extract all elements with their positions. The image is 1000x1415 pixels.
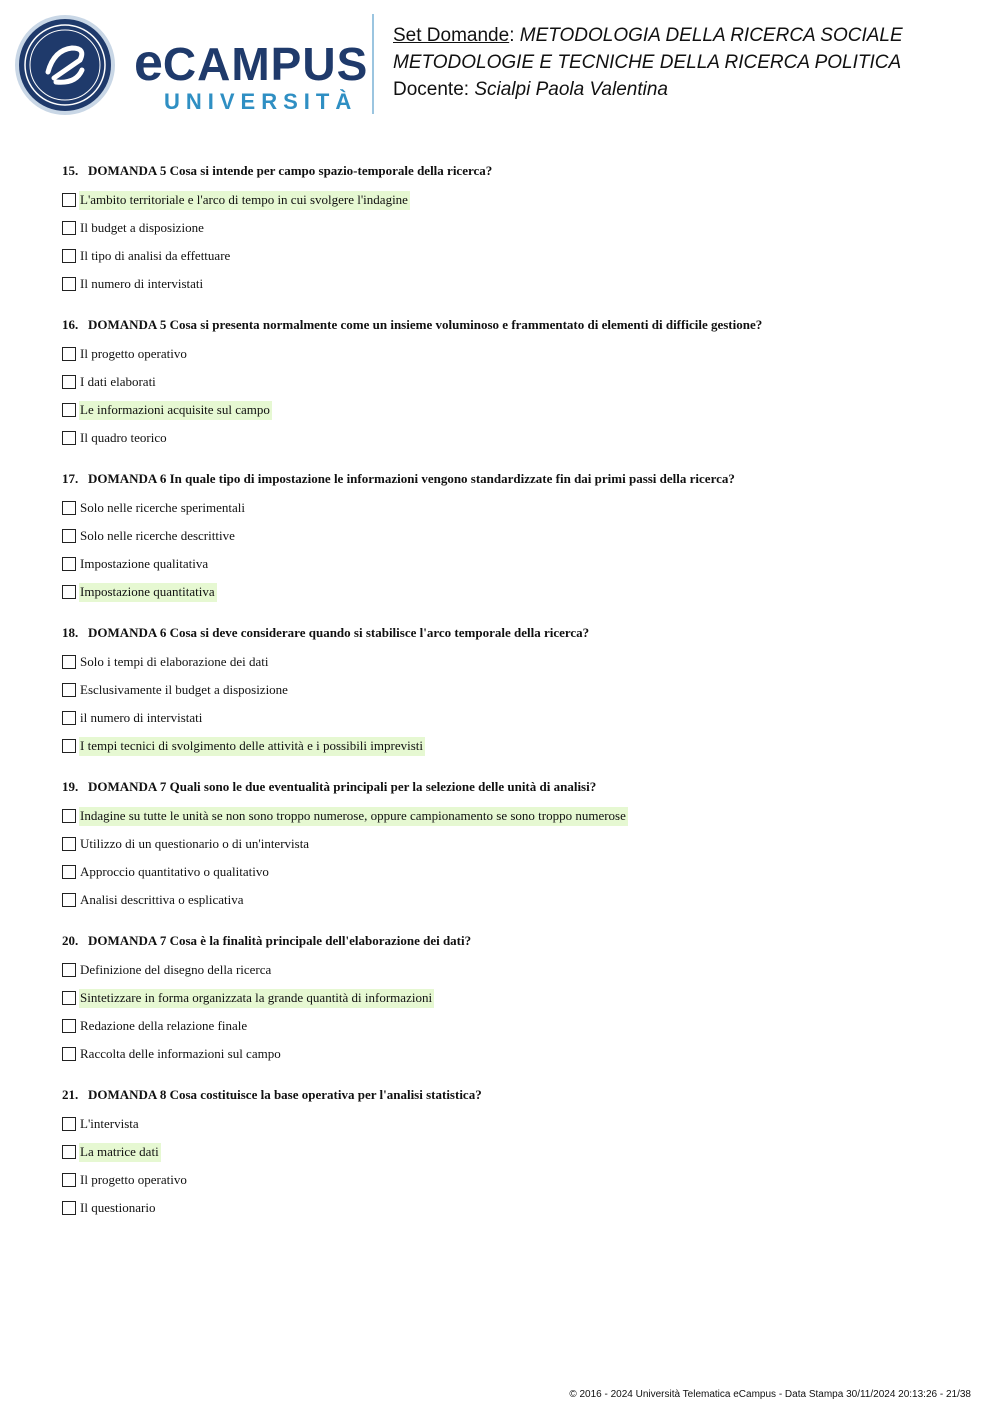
answer-label: Solo nelle ricerche descrittive bbox=[80, 527, 235, 543]
question-title bbox=[62, 778, 962, 796]
answer-label: Impostazione quantitativa bbox=[79, 583, 217, 602]
page-footer: © 2016 - 2024 Università Telematica eCampus - Data Stampa 30/11/2024 20:13:26 - 21/38 bbox=[569, 1389, 971, 1400]
answer-option[interactable] bbox=[62, 802, 962, 830]
brand-name-rest: CAMPUS bbox=[162, 38, 369, 90]
answer-option[interactable] bbox=[62, 340, 962, 368]
question-text: DOMANDA 7 Cosa è la finalità principale dell'elaborazione dei dati? bbox=[88, 933, 472, 948]
answer-option[interactable] bbox=[62, 886, 962, 914]
answer-label: La matrice dati bbox=[79, 1143, 161, 1162]
answer-label: Il budget a disposizione bbox=[80, 219, 204, 235]
answer-option[interactable] bbox=[62, 368, 962, 396]
question-text: DOMANDA 5 Cosa si presenta normalmente come un insieme voluminoso e frammentato di elementi di difficile gestione? bbox=[88, 317, 763, 332]
answer-option[interactable] bbox=[62, 732, 962, 760]
answer-label: Il progetto operativo bbox=[80, 345, 187, 361]
question-item bbox=[62, 162, 962, 298]
answer-checkbox[interactable] bbox=[62, 1117, 76, 1131]
set-title-line bbox=[393, 22, 903, 49]
answer-option[interactable] bbox=[62, 1110, 962, 1138]
answer-checkbox[interactable] bbox=[62, 683, 76, 697]
teacher-name: Scialpi Paola Valentina bbox=[474, 79, 668, 100]
answer-label: Il questionario bbox=[80, 1199, 156, 1215]
answer-option[interactable] bbox=[62, 242, 962, 270]
answer-checkbox[interactable] bbox=[62, 403, 76, 417]
answer-label: I dati elaborati bbox=[80, 373, 156, 389]
answer-label: Le informazioni acquisite sul campo bbox=[79, 401, 272, 420]
question-number: 17. bbox=[62, 471, 79, 486]
answer-option[interactable] bbox=[62, 830, 962, 858]
question-number: 20. bbox=[62, 933, 79, 948]
question-number: 15. bbox=[62, 163, 79, 178]
answer-option[interactable] bbox=[62, 494, 962, 522]
answer-checkbox[interactable] bbox=[62, 1019, 76, 1033]
set-separator: : bbox=[509, 25, 515, 46]
question-item bbox=[62, 778, 962, 914]
answer-checkbox[interactable] bbox=[62, 711, 76, 725]
answer-label: il numero di intervistati bbox=[80, 709, 203, 725]
answer-label: Redazione della relazione finale bbox=[80, 1017, 248, 1033]
answer-option[interactable] bbox=[62, 1012, 962, 1040]
answer-checkbox[interactable] bbox=[62, 1145, 76, 1159]
answer-label: Approccio quantitativo o qualitativo bbox=[80, 863, 269, 879]
answer-option[interactable] bbox=[62, 214, 962, 242]
question-title bbox=[62, 162, 962, 180]
teacher-line bbox=[393, 76, 903, 103]
answer-option[interactable] bbox=[62, 186, 962, 214]
header-divider bbox=[372, 14, 374, 114]
answer-checkbox[interactable] bbox=[62, 739, 76, 753]
question-text: DOMANDA 7 Quali sono le due eventualità principali per la selezione delle unità di analisi? bbox=[88, 779, 597, 794]
answer-label: Sintetizzare in forma organizzata la grande quantità di informazioni bbox=[79, 989, 434, 1008]
answer-label: Raccolta delle informazioni sul campo bbox=[80, 1045, 281, 1061]
question-title bbox=[62, 470, 962, 488]
answer-option[interactable] bbox=[62, 1166, 962, 1194]
question-title bbox=[62, 1086, 962, 1104]
ecampus-wordmark bbox=[134, 34, 369, 115]
answer-label: Utilizzo di un questionario o di un'intervista bbox=[80, 835, 310, 851]
answer-checkbox[interactable] bbox=[62, 277, 76, 291]
answer-checkbox[interactable] bbox=[62, 1173, 76, 1187]
answer-checkbox[interactable] bbox=[62, 991, 76, 1005]
answer-checkbox[interactable] bbox=[62, 963, 76, 977]
question-number: 19. bbox=[62, 779, 79, 794]
answer-checkbox[interactable] bbox=[62, 375, 76, 389]
answer-checkbox[interactable] bbox=[62, 501, 76, 515]
answer-option[interactable] bbox=[62, 1138, 962, 1166]
question-text: DOMANDA 6 In quale tipo di impostazione le informazioni vengono standardizzate fin dai primi passi della ricerca? bbox=[88, 471, 735, 486]
question-text: DOMANDA 8 Cosa costituisce la base operativa per l'analisi statistica? bbox=[88, 1087, 482, 1102]
answer-option[interactable] bbox=[62, 522, 962, 550]
answer-checkbox[interactable] bbox=[62, 893, 76, 907]
answer-label: Indagine su tutte le unità se non sono troppo numerose, oppure campionamento se sono troppo numerose bbox=[79, 807, 628, 826]
answer-checkbox[interactable] bbox=[62, 865, 76, 879]
brand-name bbox=[134, 34, 369, 92]
question-number: 21. bbox=[62, 1087, 79, 1102]
ecampus-seal-logo-icon bbox=[14, 14, 116, 116]
answer-option[interactable] bbox=[62, 578, 962, 606]
answer-checkbox[interactable] bbox=[62, 347, 76, 361]
answer-label: Il progetto operativo bbox=[80, 1171, 187, 1187]
answer-checkbox[interactable] bbox=[62, 431, 76, 445]
answer-option[interactable] bbox=[62, 648, 962, 676]
answer-option[interactable] bbox=[62, 858, 962, 886]
course-title-2: METODOLOGIE E TECNICHE DELLA RICERCA POLITICA bbox=[393, 52, 902, 73]
question-list bbox=[62, 162, 962, 1240]
answer-checkbox[interactable] bbox=[62, 221, 76, 235]
answer-label: Solo nelle ricerche sperimentali bbox=[80, 499, 245, 515]
answer-checkbox[interactable] bbox=[62, 837, 76, 851]
answer-option[interactable] bbox=[62, 984, 962, 1012]
course-title-1: METODOLOGIA DELLA RICERCA SOCIALE bbox=[519, 25, 903, 46]
answer-option[interactable] bbox=[62, 704, 962, 732]
answer-option[interactable] bbox=[62, 550, 962, 578]
page-header bbox=[0, 0, 1000, 130]
brand-subtitle: UNIVERSITÀ bbox=[164, 89, 358, 114]
answer-option[interactable] bbox=[62, 676, 962, 704]
question-title bbox=[62, 316, 962, 334]
answer-label: Solo i tempi di elaborazione dei dati bbox=[80, 653, 269, 669]
question-number: 16. bbox=[62, 317, 79, 332]
answer-checkbox[interactable] bbox=[62, 529, 76, 543]
answer-label: Il quadro teorico bbox=[80, 429, 167, 445]
answer-checkbox[interactable] bbox=[62, 1201, 76, 1215]
question-item bbox=[62, 624, 962, 760]
answer-label: I tempi tecnici di svolgimento delle attività e i possibili imprevisti bbox=[79, 737, 425, 756]
answer-checkbox[interactable] bbox=[62, 249, 76, 263]
answer-option[interactable] bbox=[62, 1040, 962, 1068]
question-text: DOMANDA 5 Cosa si intende per campo spazio-temporale della ricerca? bbox=[88, 163, 493, 178]
question-item bbox=[62, 316, 962, 452]
answer-option[interactable] bbox=[62, 424, 962, 452]
answer-label: Esclusivamente il budget a disposizione bbox=[80, 681, 288, 697]
answer-label: L'ambito territoriale e l'arco di tempo in cui svolgere l'indagine bbox=[79, 191, 410, 210]
question-number: 18. bbox=[62, 625, 79, 640]
answer-label: Il numero di intervistati bbox=[80, 275, 204, 291]
question-text: DOMANDA 6 Cosa si deve considerare quando si stabilisce l'arco temporale della ricerca? bbox=[88, 625, 590, 640]
answer-option[interactable] bbox=[62, 270, 962, 298]
question-title bbox=[62, 624, 962, 642]
answer-option[interactable] bbox=[62, 396, 962, 424]
answer-checkbox[interactable] bbox=[62, 585, 76, 599]
question-item bbox=[62, 932, 962, 1068]
answer-checkbox[interactable] bbox=[62, 1047, 76, 1061]
answer-option[interactable] bbox=[62, 1194, 962, 1222]
set-label: Set Domande bbox=[393, 25, 510, 46]
set-info bbox=[393, 22, 903, 103]
answer-checkbox[interactable] bbox=[62, 655, 76, 669]
answer-label: Definizione del disegno della ricerca bbox=[80, 961, 272, 977]
teacher-label: Docente: bbox=[393, 79, 470, 100]
answer-option[interactable] bbox=[62, 956, 962, 984]
answer-checkbox[interactable] bbox=[62, 557, 76, 571]
answer-label: Il tipo di analisi da effettuare bbox=[80, 247, 231, 263]
question-item bbox=[62, 1086, 962, 1222]
answer-checkbox[interactable] bbox=[62, 809, 76, 823]
answer-label: L'intervista bbox=[80, 1115, 139, 1131]
question-item bbox=[62, 470, 962, 606]
answer-label: Analisi descrittiva o esplicativa bbox=[80, 891, 244, 907]
answer-checkbox[interactable] bbox=[62, 193, 76, 207]
question-title bbox=[62, 932, 962, 950]
brand-name-e: e bbox=[134, 34, 163, 92]
answer-label: Impostazione qualitativa bbox=[80, 555, 209, 571]
